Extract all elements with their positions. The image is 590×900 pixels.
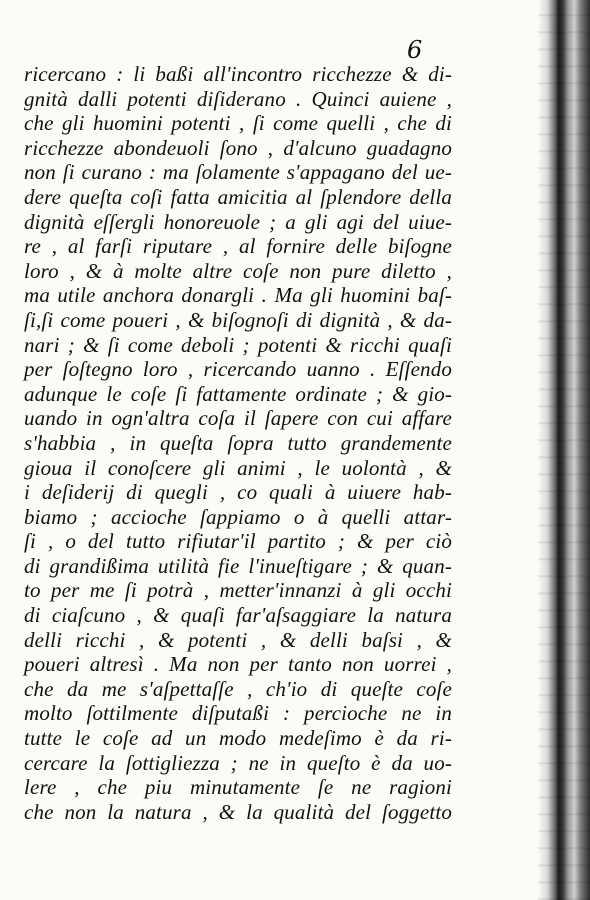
text-line: dignità eſſergli honoreuole ; a gli agi del uiue-	[24, 209, 452, 234]
text-line: ma utile anchora donargli . Ma gli huomini baſ-	[24, 283, 452, 308]
text-line: re , al farſi riputare , al fornire delle biſogne	[24, 234, 452, 259]
text-line: ſi , o del tutto rifiutar'il partito ; & per ciò	[24, 529, 452, 554]
text-line: ricchezze abondeuoli ſono , d'alcuno guadagno	[24, 135, 452, 160]
text-line: gioua il conoſcere gli animi , le uolontà , &	[24, 455, 452, 480]
text-line: ricercano : li baßi all'incontro ricchezze & di-	[24, 62, 452, 86]
text-line: dere queſta coſi fatta amicitia al ſplendore della	[24, 184, 452, 209]
book-spine-texture	[538, 0, 590, 900]
body-text	[24, 62, 452, 824]
text-line: che gli huomini potenti , ſi come quelli , che di	[24, 111, 452, 136]
text-line: poueri altresì . Ma non per tanto non uorrei ,	[24, 652, 452, 677]
text-line: di grandißima utilità fie l'inueſtigare ; & quan-	[24, 553, 452, 578]
text-line: cercare la ſottigliezza ; ne in queſto è da uo-	[24, 750, 452, 775]
text-line: per ſoſtegno loro , ricercando uanno . Eſſendo	[24, 357, 452, 382]
text-line: uando in ogn'altra coſa il ſapere con cui affare	[24, 406, 452, 431]
text-line: i deſiderij di quegli , co quali à uiuere hab-	[24, 480, 452, 505]
text-line: biamo ; accioche ſappiamo o à quelli attar-	[24, 504, 452, 529]
text-line: di ciaſcuno , & quaſi far'aſsaggiare la natura	[24, 603, 452, 628]
text-line: to per me ſi potrà , metter'innanzi à gli occhi	[24, 578, 452, 603]
text-line: molto ſottilmente diſputaßi : percioche ne in	[24, 701, 452, 726]
text-line: loro , & à molte altre coſe non pure diletto ,	[24, 258, 452, 283]
text-line: che da me s'aſpettaſſe , ch'io di queſte coſe	[24, 676, 452, 701]
text-line: che non la natura , & la qualità del ſoggetto	[24, 799, 452, 824]
text-line: adunque le coſe ſi fattamente ordinate ; & gio-	[24, 381, 452, 406]
text-line: tutte le coſe ad un modo medeſimo è da ri-	[24, 726, 452, 751]
page-number: 6	[407, 36, 423, 64]
text-line: non ſi curano : ma ſolamente s'appagano del ue-	[24, 160, 452, 185]
text-line: s'habbia , in queſta ſopra tutto grandemente	[24, 430, 452, 455]
text-line: delli ricchi , & potenti , & delli baſsi , &	[24, 627, 452, 652]
text-line: nari ; & ſi come deboli ; potenti & ricchi quaſi	[24, 332, 452, 357]
text-line: lere , che piu minutamente ſe ne ragioni	[24, 775, 452, 800]
text-line: ſi,ſi come poueri , & biſognoſi di dignità , & da-	[24, 307, 452, 332]
text-line: gnità dalli potenti diſiderano . Quinci auiene ,	[24, 86, 452, 111]
